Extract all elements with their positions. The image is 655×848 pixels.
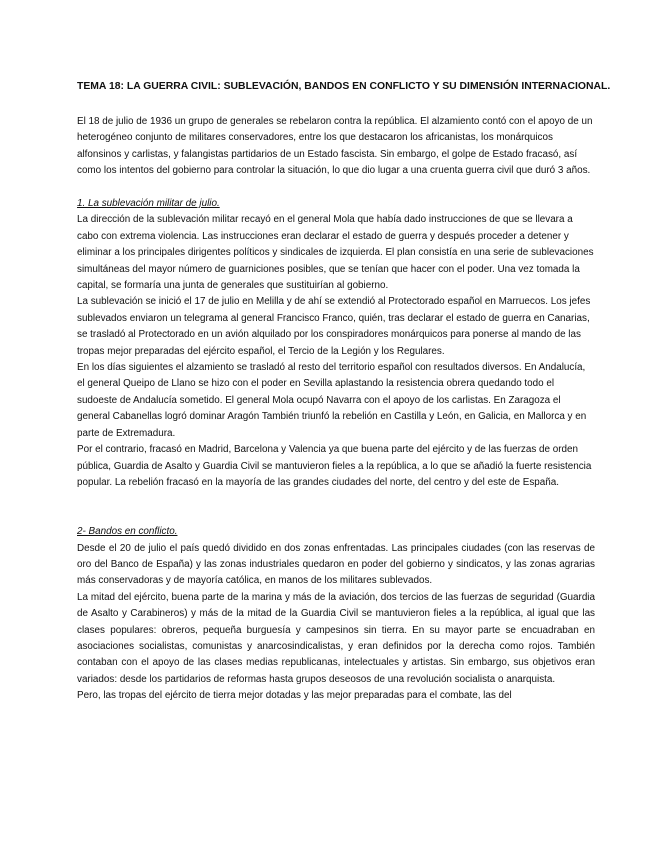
spacer (77, 508, 595, 524)
section1-paragraph-4: Por el contrario, fracasó en Madrid, Barcelona y Valencia ya que buena parte del ejército y de las fuerzas de orden pública, Guardia de Asalto y Guardia Civil se mantuvieron fieles a la república, a lo que se añadió la fuerte resistencia popular. La rebelión fracasó en la mayoría de las grandes ciudades del norte, del centro y del este de España. (77, 444, 592, 488)
section-heading-bandos: 2- Bandos en conflicto. (77, 526, 178, 538)
section-heading-sublevacion: 1. La sublevación militar de julio. (77, 198, 220, 210)
document-body (77, 80, 611, 705)
spacer (77, 491, 595, 507)
section1-paragraph-2: La sublevación se inició el 17 de julio en Melilla y de ahí se extendió al Protectorado español en Marruecos. Los jefes sublevados enviaron un telegrama al general Francisco Franco, quién, tras declarar el estado de guerra en Canarias, se trasladó al Protectorado en un avión alquilado por los conspiradores monárquicos para ponerse al mando de las tropas mejor preparadas del ejército español, el Tercio de la Legión y los Regulares. (77, 296, 591, 357)
section1-paragraph-1: La dirección de la sublevación militar recayó en el general Mola que había dado instrucciones de que se llevara a cabo con extrema violencia. Las instrucciones eran declarar el estado de guerra y después proceder a detener y eliminar a los principales dirigentes políticos y sindicales de izquierda. El plan consistía en una serie de sublevaciones simultáneas del mayor número de guarniciones posibles, que se tenían que hacer con el poder. Una vez tomada la capital, se formaría una junta de generales que sustituirían al gobierno. (77, 214, 594, 292)
section1-paragraph-3: En los días siguientes el alzamiento se trasladó al resto del territorio español con resultados diversos. En Andalucía, el general Queipo de Llano se hizo con el poder en Sevilla aplastando la resistencia obrera quedando todo el sudoeste de Andalucía sometido. El general Mola ocupó Navarra con el apoyo de los carlistas. En Zaragoza el general Cabanellas logró dominar Aragón También triunfó la rebelión en Castilla y León, en Galicia, en Mallorca y en parte de Extremadura. (77, 362, 587, 439)
section2-paragraph-1: Desde el 20 de julio el país quedó dividido en dos zonas enfrentadas. Las principales ciudades (con las reservas de oro del Banco de España) y las zonas industriales quedaron en poder del gobierno y sindicatos, y las zonas agrarias más conservadoras y de mayoría católica, en manos de los militares sublevados. (77, 542, 595, 587)
spacer (77, 180, 595, 196)
section2-paragraph-3: Pero, las tropas del ejército de tierra mejor dotadas y las mejor preparadas para el combate, las del (77, 690, 512, 702)
intro-paragraph: El 18 de julio de 1936 un grupo de generales se rebelaron contra la república. El alzamiento contó con el apoyo de un heterogéneo conjunto de militares conservadores, entre los que destacaron los africanistas, los monárquicos alfonsinos y carlistas, y falangistas partidarios de un Estado fascista. Sin embargo, el golpe de Estado fracasó, así como los intentos del gobierno para controlar la situación, lo que dio lugar a una cruenta guerra civil que duró 3 años. (77, 116, 593, 177)
section2-paragraph-2: La mitad del ejército, buena parte de la marina y más de la aviación, dos tercios de las fuerzas de seguridad (Guardia de Asalto y Carabineros) y más de la mitad de la Guardia Civil se mantuvieron fieles a la república, al igual que las clases populares: obreros, pequeña burguesía y campesinos sin tierra. En su mayor parte se encuadraban en asociaciones socialistas, comunistas y anarcosindicalistas, y eran definidos por la derecha como rojos. También contaban con el apoyo de las clases medias republicanas, intelectuales y artistas. Sin embargo, sus objetivos eran variados: desde los partidarios de reformas hasta grupos deseosos de una revolución socialista o anarquista. (77, 591, 595, 685)
document-title: TEMA 18: LA GUERRA CIVIL: SUBLEVACIÓN, BANDOS EN CONFLICTO Y SU DIMENSIÓN INTERNACIONAL. (77, 81, 611, 92)
